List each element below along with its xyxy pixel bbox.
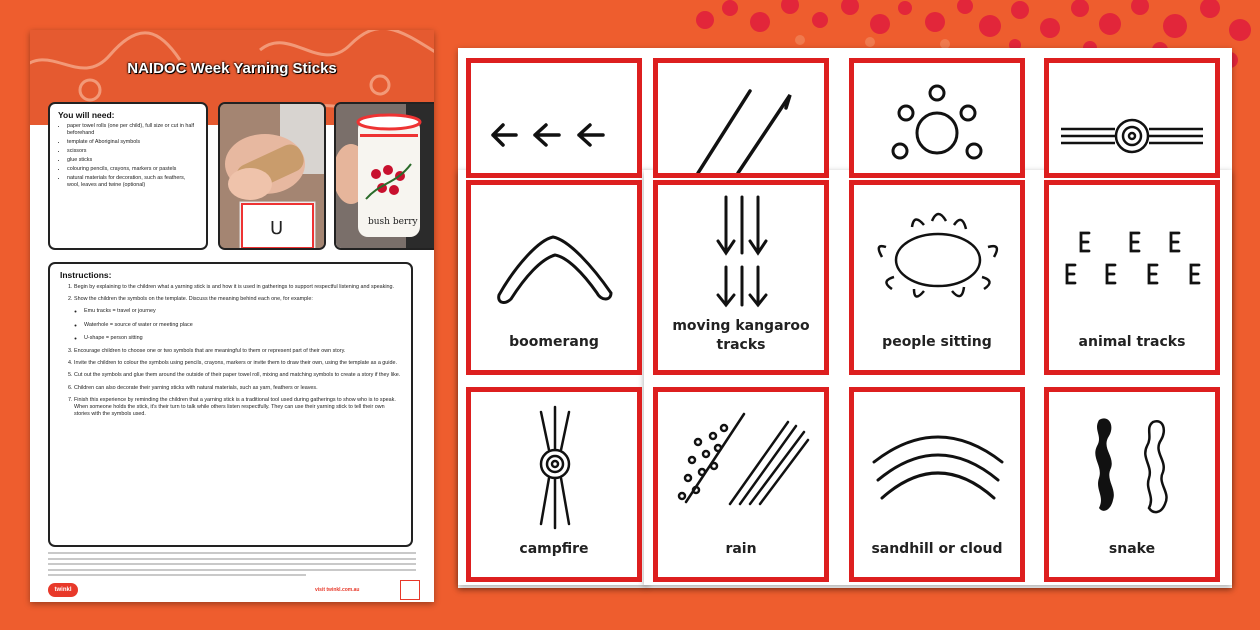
card-label: sandhill or cloud [871,541,1003,557]
activity-sheet [30,30,434,602]
spear-icon [658,63,824,173]
symbol-card-kangaroo-tracks [653,180,829,375]
card-label: rain [725,541,757,557]
symbol-card-snake [1044,387,1220,582]
symbol-card-people-sitting [849,180,1025,375]
photo-yarning-stick [334,102,434,250]
sheet-footer [30,582,434,602]
meeting-place-lines-icon [1049,63,1215,173]
instruction-step: 4. Invite the children to colour the symbols using pencils, crayons, markers or invite them to draw their own, using the template as a guide. [74,360,401,367]
symbol-card-meeting-place [1044,58,1220,178]
fine-print [48,552,416,580]
instructions-heading: Instructions: [60,270,112,280]
badge-icon [400,580,420,600]
list-item: • colouring pencils, crayons, markers or pastels [67,166,198,173]
instruction-step: 6. Children can also decorate their yarning sticks with natural materials, such as yarn, feathers or leaves. [74,385,401,392]
example-item: ◦ Waterhole = source of water or meeting place [84,322,401,329]
instruction-step: 7. Finish this experience by reminding the children that a yarning stick is a traditional tool used during gatherings to show who is to speak. When someone holds the stick, it's their turn to talk while others listen respectfully. They can use their yarning stick to tell their own stories with the symbols used. [74,397,401,419]
list-item: • glue sticks [67,157,198,164]
list-item: • natural materials for decoration, such as feathers, wool, leaves and twine (optional) [67,175,198,189]
photo-gluing [218,102,326,250]
symbol-card-sandhill [849,387,1025,582]
list-item: • paper towel rolls (one per child), full size or cut in half beforehand [67,123,198,137]
list-item: • scissors [67,148,198,155]
footer-url: visit twinkl.com.au [315,587,360,593]
sheet-title: NAIDOC Week Yarning Sticks [127,60,337,77]
emu-tracks-icon [471,63,637,173]
twinkl-logo: twinkl [48,583,78,597]
card-label: boomerang [509,334,599,350]
instruction-step: 2. Show the children the symbols on the template. Discuss the meaning behind each one, for example: ◦ Emu tracks = travel or journey ◦ Waterhole = source of water or meeting place ◦ U-shape = person sitting [74,296,401,342]
materials-heading: You will need: [58,110,115,120]
symbol-card-campfire [466,387,642,582]
materials-box [48,102,208,250]
symbol-card-boomerang [466,180,642,375]
instruction-step: 1. Begin by explaining to the children what a yarning stick is and how it is used in gatherings to support respectful listening and speaking. [74,284,401,291]
card-label: campfire [519,541,589,557]
card-label: snake [1108,541,1156,557]
photo-card-text: U [270,218,284,239]
example-item: ◦ U-shape = person sitting [84,335,401,342]
card-label: moving kangaroo tracks [672,318,810,353]
example-item: ◦ Emu tracks = travel or journey [84,308,401,315]
symbol-card-rain [653,387,829,582]
symbol-card-emu-tracks [466,58,642,178]
instructions-box [48,262,413,547]
symbol-card-animal-tracks [1044,180,1220,375]
card-label: people sitting [882,334,992,350]
instruction-step: 5. Cut out the symbols and glue them around the outside of their paper towel roll, mixing and matching symbols to create a story if they like. [74,372,401,379]
photo-text: bush berry [368,217,418,227]
symbol-card-waterhole [849,58,1025,178]
card-label: animal tracks [1078,334,1186,350]
symbol-card-spear [653,58,829,178]
list-item: • template of Aboriginal symbols [67,139,198,146]
waterhole-circles-icon [854,63,1020,173]
instruction-step: 3. Encourage children to choose one or two symbols that are meaningful to them or represent part of their own story. [74,348,401,355]
